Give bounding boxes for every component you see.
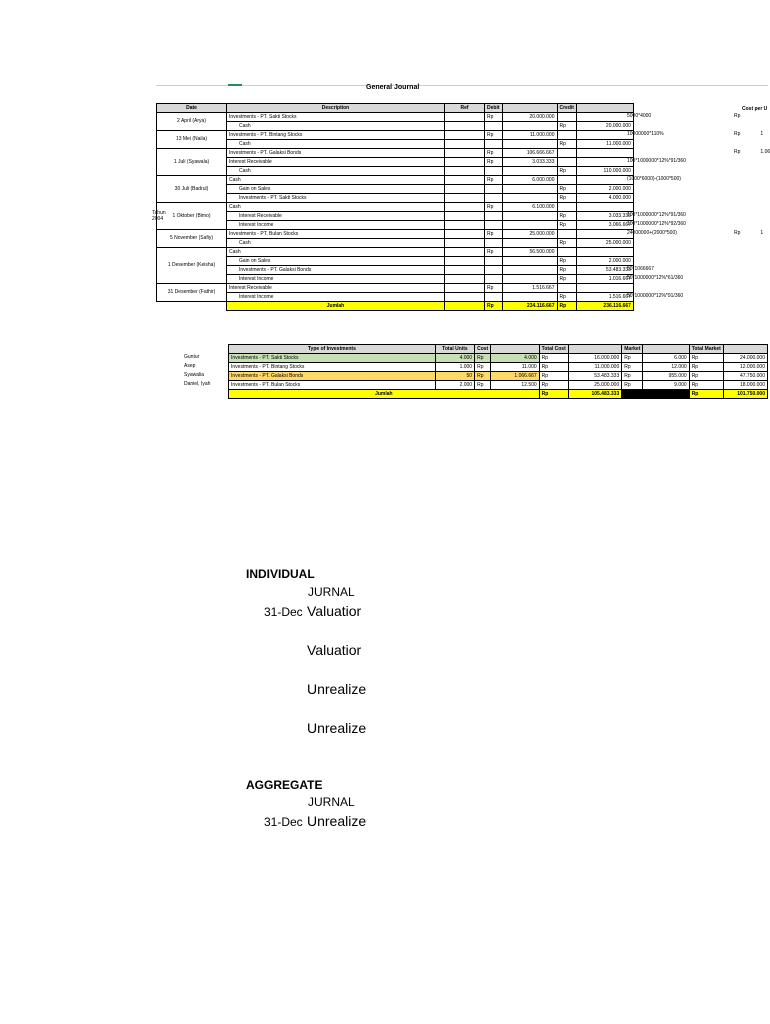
journal-credit-cell	[576, 230, 633, 239]
investments-cell-cost-rp: Rp	[475, 354, 491, 363]
journal-ref-cell	[445, 275, 485, 284]
investments-cell-units: 1.000	[435, 363, 474, 372]
journal-debit-cell	[502, 266, 557, 275]
formula-note: 50*1066667	[627, 266, 654, 272]
investments-cell-type: Investments - PT. Bintang Stocks	[229, 363, 436, 372]
journal-debit-cell	[502, 293, 557, 302]
journal-description-cell: Cash	[227, 122, 445, 131]
investments-cell-tm: 12.000.000	[723, 363, 767, 372]
journal-debit-cell: 6.100.000	[502, 203, 557, 212]
journal-row	[157, 221, 634, 230]
journal-total-row	[157, 302, 634, 311]
journal-credit-rp-cell: Rp	[557, 221, 576, 230]
journal-credit-cell	[576, 149, 633, 158]
investments-table	[228, 344, 768, 399]
journal-debit-rp-cell	[485, 122, 503, 131]
journal-debit-rp-cell: Rp	[485, 284, 503, 293]
journal-credit-cell: 11.000.000	[576, 140, 633, 149]
journal-ref-cell	[445, 257, 485, 266]
journal-credit-rp-cell	[557, 176, 576, 185]
journal-debit-rp-cell: Rp	[485, 113, 503, 122]
journal-description-cell: Investments - PT. Bulan Stocks	[227, 230, 445, 239]
journal-description-cell: Cash	[227, 176, 445, 185]
journal-debit-cell	[502, 239, 557, 248]
journal-description-cell: Gain on Sales	[227, 257, 445, 266]
journal-description-cell: Interest Receivable	[227, 212, 445, 221]
investor-name: Guntur	[184, 354, 200, 360]
journal-row	[157, 203, 634, 212]
investments-cell-tm-rp: Rp	[689, 381, 723, 390]
journal-credit-cell: 53.483.333	[576, 266, 633, 275]
journal-total-debit-rp: Rp	[485, 302, 503, 311]
investments-total-market: 101.750.000	[723, 390, 767, 399]
year-label-line1: Tahun	[152, 210, 166, 216]
cost-per-unit-rp: Rp	[734, 149, 741, 155]
cost-per-unit-rp: Rp	[734, 113, 741, 119]
journal-description-cell: Investments - PT. Galaksi Bonds	[227, 149, 445, 158]
investments-cell-tc: 11.000.000	[568, 363, 622, 372]
investments-cell-units: 2.000	[435, 381, 474, 390]
journal-debit-cell	[502, 167, 557, 176]
journal-total-blank	[157, 302, 227, 311]
investments-cell-type: Investments - PT. Sakti Stocks	[229, 354, 436, 363]
journal-credit-cell: 3.033.333	[576, 212, 633, 221]
journal-description-cell: Gain on Sales	[227, 185, 445, 194]
journal-row	[157, 293, 634, 302]
journal-row	[157, 194, 634, 203]
investments-cell-tc: 53.483.333	[568, 372, 622, 381]
cost-per-unit-value	[734, 131, 763, 137]
investments-cell-m-rp: Rp	[622, 354, 643, 363]
journal-credit-rp-cell: Rp	[557, 293, 576, 302]
journal-description-cell: Interest Income	[227, 275, 445, 284]
investments-header-cell: Total Units	[435, 345, 474, 354]
journal-ref-cell	[445, 158, 485, 167]
journal-row	[157, 212, 634, 221]
journal-credit-rp-cell	[557, 203, 576, 212]
investments-header-cell	[491, 345, 539, 354]
individual-date: 31-Dec	[264, 605, 303, 619]
journal-row	[157, 185, 634, 194]
journal-ref-cell	[445, 176, 485, 185]
investments-header-cell: Market	[622, 345, 643, 354]
investments-total-label: Jumlah	[229, 390, 540, 399]
investments-total-cost-rp: Rp	[539, 390, 568, 399]
investments-cell-type: Investments - PT. Bulan Stocks	[229, 381, 436, 390]
journal-debit-rp-cell	[485, 275, 503, 284]
journal-description-cell: Cash	[227, 167, 445, 176]
journal-credit-cell: 110.000.000	[576, 167, 633, 176]
journal-total-credit: 236.116.667	[576, 302, 633, 311]
investments-total-cost: 105.483.333	[568, 390, 622, 399]
journal-debit-rp-cell	[485, 221, 503, 230]
journal-date-cell: 1 Oktober (Bimo)	[157, 203, 227, 230]
journal-debit-rp-cell: Rp	[485, 230, 503, 239]
journal-credit-cell: 1.016.667	[576, 275, 633, 284]
investments-cell-tm-rp: Rp	[689, 363, 723, 372]
investments-total-market-rp: Rp	[689, 390, 723, 399]
investments-cell-tc-rp: Rp	[539, 381, 568, 390]
journal-debit-rp-cell	[485, 194, 503, 203]
journal-credit-rp-cell: Rp	[557, 140, 576, 149]
journal-credit-rp-cell	[557, 230, 576, 239]
journal-credit-cell	[576, 284, 633, 293]
journal-ref-cell	[445, 203, 485, 212]
cost-per-unit-amount: 1	[760, 230, 764, 236]
investments-cell-m-rp: Rp	[622, 381, 643, 390]
journal-debit-rp-cell: Rp	[485, 248, 503, 257]
journal-ref-cell	[445, 212, 485, 221]
formula-note: 100*1000000*12%*91/360	[627, 212, 686, 218]
journal-ref-cell	[445, 284, 485, 293]
investments-cell-tm: 47.750.000	[723, 372, 767, 381]
aggregate-jurnal-label: JURNAL	[308, 795, 355, 809]
journal-description-cell: Interest Receivable	[227, 158, 445, 167]
journal-total-debit: 234.116.667	[502, 302, 557, 311]
journal-ref-cell	[445, 239, 485, 248]
journal-credit-cell: 1.516.667	[576, 293, 633, 302]
investments-cell-tm: 24.000.000	[723, 354, 767, 363]
journal-credit-cell: 4.000.000	[576, 194, 633, 203]
investments-cell-cost: 11.000	[491, 363, 539, 372]
journal-date-cell: 31 Desember (Fathir)	[157, 284, 227, 302]
journal-description-cell: Investments - PT. Sakti Stocks	[227, 113, 445, 122]
journal-debit-rp-cell	[485, 293, 503, 302]
journal-credit-cell	[576, 158, 633, 167]
journal-date-cell: 13 Mei (Naila)	[157, 131, 227, 149]
journal-ref-cell	[445, 185, 485, 194]
journal-header-cell	[502, 104, 557, 113]
journal-header-row	[157, 104, 634, 113]
investments-header-cell	[643, 345, 689, 354]
journal-debit-cell	[502, 221, 557, 230]
journal-debit-rp-cell	[485, 212, 503, 221]
journal-row	[157, 266, 634, 275]
general-journal-title: General Journal	[366, 84, 420, 91]
journal-debit-rp-cell: Rp	[485, 131, 503, 140]
journal-debit-rp-cell	[485, 239, 503, 248]
investments-cell-tm: 18.000.000	[723, 381, 767, 390]
journal-debit-cell: 25.000.000	[502, 230, 557, 239]
cost-per-unit-amount: 1	[760, 131, 764, 137]
journal-credit-cell: 3.066.667	[576, 221, 633, 230]
journal-credit-cell	[576, 176, 633, 185]
journal-debit-cell: 56.500.000	[502, 248, 557, 257]
journal-total-label: Jumlah	[227, 302, 445, 311]
journal-description-cell: Investments - PT. Bintang Stocks	[227, 131, 445, 140]
journal-credit-rp-cell: Rp	[557, 239, 576, 248]
journal-description-cell: Cash	[227, 140, 445, 149]
journal-credit-rp-cell	[557, 149, 576, 158]
individual-entry-2: Valuatior	[307, 642, 362, 658]
journal-description-cell: Cash	[227, 248, 445, 257]
journal-description-cell: Cash	[227, 203, 445, 212]
individual-entry-1: Valuatior	[307, 603, 362, 619]
journal-debit-cell	[502, 257, 557, 266]
journal-ref-cell	[445, 122, 485, 131]
journal-date-cell: 2 April (Arya)	[157, 113, 227, 131]
journal-row	[157, 149, 634, 158]
investments-cell-m-rp: Rp	[622, 372, 643, 381]
journal-ref-cell	[445, 113, 485, 122]
formula-note: (1000*6000)-(1000*500)	[627, 176, 681, 182]
journal-credit-rp-cell	[557, 131, 576, 140]
journal-date-cell: 1 Desember (Keisha)	[157, 248, 227, 284]
journal-debit-rp-cell: Rp	[485, 203, 503, 212]
journal-ref-cell	[445, 131, 485, 140]
journal-row	[157, 122, 634, 131]
journal-credit-rp-cell: Rp	[557, 275, 576, 284]
journal-row	[157, 230, 634, 239]
investments-cell-units: 4.000	[435, 354, 474, 363]
journal-date-cell: 30 Juli (Badrul)	[157, 176, 227, 203]
journal-header-cell	[576, 104, 633, 113]
investments-row	[229, 363, 768, 372]
individual-entry-4: Unrealize	[307, 720, 367, 736]
journal-debit-rp-cell	[485, 266, 503, 275]
journal-row	[157, 131, 634, 140]
journal-row	[157, 176, 634, 185]
investments-cell-tm-rp: Rp	[689, 354, 723, 363]
journal-header-cell: Credit	[557, 104, 576, 113]
investments-header-cell: Total Cost	[539, 345, 568, 354]
formula-note: 5000*4000	[627, 113, 652, 119]
journal-header-cell: Date	[157, 104, 227, 113]
top-border	[156, 85, 768, 86]
cost-per-unit-rp: Rp	[734, 131, 741, 137]
investments-header-cell	[568, 345, 622, 354]
formula-note: 24000000+(2000*500)	[627, 230, 677, 236]
journal-header-cell: Debit	[485, 104, 503, 113]
investments-cell-m: 12.000	[643, 363, 689, 372]
investments-cell-cost-rp: Rp	[475, 372, 491, 381]
journal-ref-cell	[445, 293, 485, 302]
formula-note: 100*1000000*12%*91/360	[627, 158, 686, 164]
journal-credit-cell	[576, 203, 633, 212]
investments-row	[229, 381, 768, 390]
journal-debit-cell	[502, 140, 557, 149]
journal-description-cell: Interest Receivable	[227, 284, 445, 293]
investments-cell-tc-rp: Rp	[539, 363, 568, 372]
journal-debit-rp-cell	[485, 167, 503, 176]
investor-name: Syawalia	[184, 372, 205, 378]
journal-credit-rp-cell: Rp	[557, 122, 576, 131]
journal-credit-cell: 20.000.000	[576, 122, 633, 131]
investments-cell-type: Investments - PT. Galaksi Bonds	[229, 372, 436, 381]
investments-cell-tc: 16.000.000	[568, 354, 622, 363]
journal-description-cell: Interest Income	[227, 293, 445, 302]
year-label-line2: 2004	[152, 216, 164, 222]
journal-debit-rp-cell	[485, 140, 503, 149]
journal-credit-rp-cell: Rp	[557, 194, 576, 203]
journal-ref-cell	[445, 266, 485, 275]
journal-row	[157, 158, 634, 167]
investments-total-row	[229, 390, 768, 399]
investments-cell-tc-rp: Rp	[539, 372, 568, 381]
cost-per-unit-header: Cost per U	[742, 106, 768, 112]
investments-cell-cost-rp: Rp	[475, 381, 491, 390]
journal-credit-rp-cell	[557, 248, 576, 257]
journal-credit-rp-cell: Rp	[557, 185, 576, 194]
formula-note: 50*1000000*12%*61/360	[627, 275, 684, 281]
investments-row	[229, 372, 768, 381]
journal-credit-rp-cell: Rp	[557, 167, 576, 176]
investor-name: Asep	[184, 363, 196, 369]
journal-ref-cell	[445, 221, 485, 230]
investments-header-row	[229, 345, 768, 354]
journal-debit-cell	[502, 212, 557, 221]
journal-credit-rp-cell: Rp	[557, 257, 576, 266]
journal-debit-rp-cell: Rp	[485, 158, 503, 167]
journal-credit-cell: 2.000.000	[576, 257, 633, 266]
journal-ref-cell	[445, 167, 485, 176]
journal-row	[157, 275, 634, 284]
journal-credit-cell	[576, 131, 633, 140]
general-journal-table	[156, 103, 634, 311]
investments-row	[229, 354, 768, 363]
journal-header-cell: Ref	[445, 104, 485, 113]
green-marker	[228, 84, 242, 86]
journal-debit-rp-cell	[485, 257, 503, 266]
investments-cell-cost-rp: Rp	[475, 363, 491, 372]
journal-credit-cell	[576, 113, 633, 122]
investments-header-cell: Type of Investments	[229, 345, 436, 354]
investments-cell-tc: 25.000.000	[568, 381, 622, 390]
formula-note: 100*1000000*12%*92/360	[627, 221, 686, 227]
journal-ref-cell	[445, 248, 485, 257]
individual-jurnal-label: JURNAL	[308, 585, 355, 599]
journal-row	[157, 257, 634, 266]
journal-row	[157, 284, 634, 293]
journal-credit-cell: 2.000.000	[576, 185, 633, 194]
journal-debit-rp-cell	[485, 185, 503, 194]
journal-row	[157, 140, 634, 149]
aggregate-entry: Unrealize	[307, 813, 367, 829]
black-cell	[622, 390, 689, 399]
journal-row	[157, 167, 634, 176]
journal-ref-cell	[445, 230, 485, 239]
journal-credit-rp-cell: Rp	[557, 266, 576, 275]
journal-credit-cell: 25.000.000	[576, 239, 633, 248]
investments-cell-cost: 1.066.667	[491, 372, 539, 381]
investments-cell-m: 6.000	[643, 354, 689, 363]
journal-credit-rp-cell: Rp	[557, 212, 576, 221]
journal-ref-cell	[445, 194, 485, 203]
investments-cell-units: 50	[435, 372, 474, 381]
journal-credit-rp-cell	[557, 113, 576, 122]
journal-total-credit-rp: Rp	[557, 302, 576, 311]
spreadsheet-image	[152, 82, 770, 418]
journal-debit-cell	[502, 275, 557, 284]
journal-debit-cell: 11.000.000	[502, 131, 557, 140]
journal-row	[157, 113, 634, 122]
journal-description-cell: Investments - PT. Sakti Stocks	[227, 194, 445, 203]
cost-per-unit-amount: 1.06	[760, 149, 770, 155]
journal-total-ref	[445, 302, 485, 311]
journal-description-cell: Investments - PT. Galaksi Bonds	[227, 266, 445, 275]
individual-heading: INDIVIDUAL	[246, 567, 315, 581]
journal-row	[157, 239, 634, 248]
journal-debit-cell: 6.000.000	[502, 176, 557, 185]
journal-credit-rp-cell	[557, 158, 576, 167]
journal-debit-cell	[502, 122, 557, 131]
journal-ref-cell	[445, 140, 485, 149]
journal-description-cell: Interest Income	[227, 221, 445, 230]
journal-debit-cell: 106.666.667	[502, 149, 557, 158]
journal-row	[157, 248, 634, 257]
cost-per-unit-value	[734, 113, 760, 119]
journal-debit-cell: 20.000.000	[502, 113, 557, 122]
journal-date-cell: 5 November (Safiy)	[157, 230, 227, 248]
aggregate-date: 31-Dec	[264, 815, 303, 829]
journal-date-cell: 1 Juli (Syawala)	[157, 149, 227, 176]
journal-debit-cell: 3.033.333	[502, 158, 557, 167]
journal-ref-cell	[445, 149, 485, 158]
journal-credit-rp-cell	[557, 284, 576, 293]
formula-note: 50*1000000*12%*91/360	[627, 293, 684, 299]
journal-header-cell: Description	[227, 104, 445, 113]
individual-entry-3: Unrealize	[307, 681, 367, 697]
investments-cell-m: 9.000	[643, 381, 689, 390]
journal-description-cell: Cash	[227, 239, 445, 248]
cost-per-unit-value	[734, 230, 763, 236]
investments-cell-m: 955.000	[643, 372, 689, 381]
investments-cell-tc-rp: Rp	[539, 354, 568, 363]
journal-debit-rp-cell: Rp	[485, 149, 503, 158]
cost-per-unit-rp: Rp	[734, 230, 741, 236]
investments-header-cell: Cost	[475, 345, 491, 354]
investments-cell-cost: 12.500	[491, 381, 539, 390]
journal-credit-cell	[576, 248, 633, 257]
aggregate-heading: AGGREGATE	[246, 778, 323, 792]
investments-header-cell	[723, 345, 767, 354]
investments-cell-cost: 4.000	[491, 354, 539, 363]
journal-debit-rp-cell: Rp	[485, 176, 503, 185]
journal-debit-cell: 1.516.667	[502, 284, 557, 293]
investments-cell-tm-rp: Rp	[689, 372, 723, 381]
investor-name: Daniel, Iyah	[184, 381, 211, 387]
investments-cell-m-rp: Rp	[622, 363, 643, 372]
journal-debit-cell	[502, 185, 557, 194]
formula-note: 10000000*110%	[627, 131, 664, 137]
journal-debit-cell	[502, 194, 557, 203]
cost-per-unit-value	[734, 149, 770, 155]
investments-header-cell: Total Market	[689, 345, 723, 354]
